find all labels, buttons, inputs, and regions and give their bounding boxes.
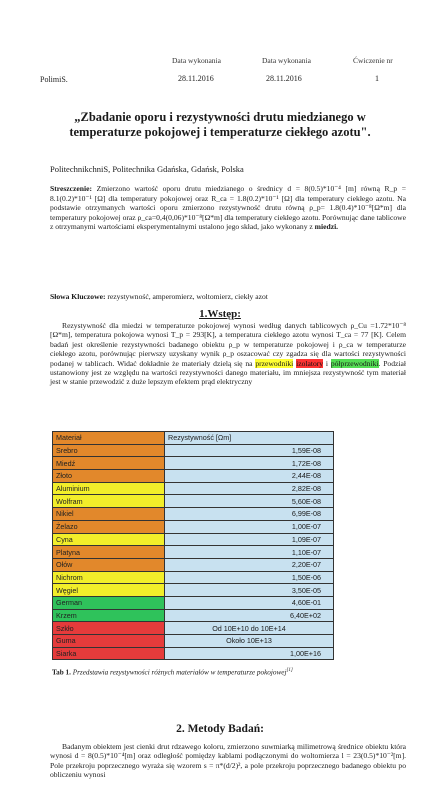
keywords-label: Słowa Kluczowe: xyxy=(50,292,106,301)
table-row xyxy=(53,635,334,648)
material-name-cell: Platyna xyxy=(53,546,165,559)
exercise-label: Ćwiczenie nr xyxy=(353,56,393,65)
table-body xyxy=(53,444,334,660)
resistivity-value-cell: 3,50E-05 xyxy=(165,584,334,597)
caption-text: Przedstawia rezystywności różnych materiałów w temperaturze pokojowej xyxy=(70,668,287,677)
material-name-cell: Guma xyxy=(53,635,165,648)
resistivity-value-cell: 5,60E-08 xyxy=(165,495,334,508)
resistivity-value-cell: Od 10E+10 do 10E+14 xyxy=(165,622,334,635)
table-row xyxy=(53,495,334,508)
section-1-title: 1.Wstęp: xyxy=(199,308,241,320)
material-name-cell: Złoto xyxy=(53,470,165,483)
material-name-cell: German xyxy=(53,596,165,609)
keywords xyxy=(50,292,268,301)
resistivity-value-cell: 2,44E-08 xyxy=(165,470,334,483)
table-row xyxy=(53,647,334,660)
table-row xyxy=(53,533,334,546)
date-value-2: 28.11.2016 xyxy=(266,74,302,83)
table-row xyxy=(53,457,334,470)
highlight-conductors: przewodniki xyxy=(255,358,294,368)
table-row xyxy=(53,470,334,483)
resistivity-table xyxy=(52,431,334,660)
material-name-cell: Siarka xyxy=(53,647,165,660)
table-row xyxy=(53,444,334,457)
section-2-heading-wrap xyxy=(0,723,440,735)
intro-p1: Rezystywność dla miedzi w temperaturze pokojowej wynosi według danych tablicowych ρ_Cu =1.72*10⁻⁸ [Ω*m], temperatura pokojowa wynosi T_p = 293[K], a temperatura ciekłego azotu wynosi T_ca = 77 [K]. Celem badań jest określenie rezystywności badanego obiektu ρ_p w temperaturze pokojowej i ρ_ca w temperaturze ciekłego azotu, porównując pierwszy uzyskany wynik ρ_p oszacować czy zgadza się dla wartości rezystywności podanej w tablicach. Widać dokładnie że materiały dzielą się na xyxy=(50,321,406,368)
abstract xyxy=(50,184,406,232)
table-row xyxy=(53,622,334,635)
date-value-1: 28.11.2016 xyxy=(178,74,214,83)
abstract-bold-end: miedzi. xyxy=(314,222,339,232)
material-name-cell: Aluminium xyxy=(53,482,165,495)
date-label-1: Data wykonania xyxy=(172,56,221,65)
table-caption xyxy=(52,668,293,676)
resistivity-value-cell: 1,50E-06 xyxy=(165,571,334,584)
resistivity-value-cell: Około 10E+13 xyxy=(165,635,334,648)
table-row xyxy=(53,571,334,584)
author-name: PolimiS. xyxy=(40,75,68,84)
resistivity-value-cell: 1,72E-08 xyxy=(165,457,334,470)
methods-text xyxy=(50,742,406,780)
table-row xyxy=(53,609,334,622)
resistivity-value-cell: 1,59E-08 xyxy=(165,444,334,457)
resistivity-value-cell: 4,60E-01 xyxy=(165,596,334,609)
resistivity-value-cell: 1,00E-07 xyxy=(165,520,334,533)
resistivity-value-cell: 2,82E-08 xyxy=(165,482,334,495)
highlight-semiconductors: półprzewodniki xyxy=(330,358,379,368)
material-name-cell: Krzem xyxy=(53,609,165,622)
paper-title xyxy=(40,110,400,140)
table-row xyxy=(53,508,334,521)
material-name-cell: Miedź xyxy=(53,457,165,470)
table-row xyxy=(53,596,334,609)
highlight-insulators: izolatory xyxy=(296,358,324,368)
table-row xyxy=(53,584,334,597)
abstract-text: Zmierzono wartość oporu drutu miedzianego o średnicy d = 8(0.5)*10⁻⁴ [m] równą R_p = 8.1(0.2)*10⁻¹ [Ω] dla temperatury pokojowej oraz R_ca = 1.8(0.2)*10⁻¹ [Ω] dla temperatury ciekłego azotu. Na podstawie otrzymanych wartości oporu zmierzono rezystywność drutu równą ρ_p= 1.8(0.4)*10⁻⁸[Ω*m] dla temperatury pokojowej oraz ρ_ca=0,4(0,06)*10⁻⁸[Ω*m] dla temperatury ciekłego azotu. Porównując dane tablicowe z otrzymanymi wartościami eksperymentalnymi ustalono jego skład, jako wykonany z xyxy=(50,184,406,232)
date-label-2: Data wykonania xyxy=(262,56,311,65)
affiliation: PolitechnikchniS, Politechnika Gdańska, Gdańsk, Polska xyxy=(50,164,244,174)
table-header-material: Materiał xyxy=(53,432,165,445)
intro-p1-end: . Podział ustanowiony jest ze względu na wartości rezystywności danego materiału, im mniejsza rezystywność tym materiał jest w stanie przewodzić z duże lepszym efektem prąd elektryczny xyxy=(50,358,406,387)
material-name-cell: Nikiel xyxy=(53,508,165,521)
caption-reference: [1] xyxy=(286,668,293,673)
material-name-cell: Węgiel xyxy=(53,584,165,597)
methods-paragraph: Badanym obiektem jest cienki drut rdzawego koloru, zmierzono suwmiarką milimetrową średnice obiektu która wynosi d = 8(0.5)*10⁻⁴[m] oraz odległość pomiędzy kablami podłączonymi do woltomierza l = 23(0.5)*10⁻²[m]. Pole przekroju poprzecznego wyraża się wzorem s = π*(d/2)², a pole przekroju poprzecznego badanego obiektu po obliczeniu wynosi xyxy=(50,742,406,780)
intro-mid: i xyxy=(323,358,331,368)
material-name-cell: Wolfram xyxy=(53,495,165,508)
material-name-cell: Nichrom xyxy=(53,571,165,584)
table-row xyxy=(53,482,334,495)
material-name-cell: Srebro xyxy=(53,444,165,457)
table-row xyxy=(53,520,334,533)
resistivity-value-cell: 6,99E-08 xyxy=(165,508,334,521)
material-name-cell: Cyna xyxy=(53,533,165,546)
introduction-text xyxy=(50,321,406,387)
table-row xyxy=(53,546,334,559)
title-line-1: „Zbadanie oporu i rezystywności drutu miedzianego w xyxy=(74,110,366,124)
section-1-heading-wrap xyxy=(0,308,440,320)
table-row xyxy=(53,558,334,571)
resistivity-value-cell: 1,09E-07 xyxy=(165,533,334,546)
table-header-row xyxy=(53,432,334,445)
keywords-text: rezystywność, amperomierz, woltomierz, ciekły azot xyxy=(105,292,268,301)
resistivity-value-cell: 1,00E+16 xyxy=(165,647,334,660)
material-name-cell: Ołów xyxy=(53,558,165,571)
abstract-label: Streszczenie: xyxy=(50,184,93,193)
section-2-title: 2. Metody Badań: xyxy=(176,723,264,735)
resistivity-value-cell: 1,10E-07 xyxy=(165,546,334,559)
resistivity-value-cell: 6,40E+02 xyxy=(165,609,334,622)
exercise-number: 1 xyxy=(375,74,379,83)
material-name-cell: Szkło xyxy=(53,622,165,635)
material-name-cell: Żelazo xyxy=(53,520,165,533)
resistivity-value-cell: 2,20E-07 xyxy=(165,558,334,571)
table-header-resistivity: Rezystywność [Ωm] xyxy=(165,432,334,445)
title-line-2: temperaturze pokojowej i temperaturze ciekłego azotu". xyxy=(69,125,371,139)
caption-label: Tab 1. xyxy=(52,668,71,677)
